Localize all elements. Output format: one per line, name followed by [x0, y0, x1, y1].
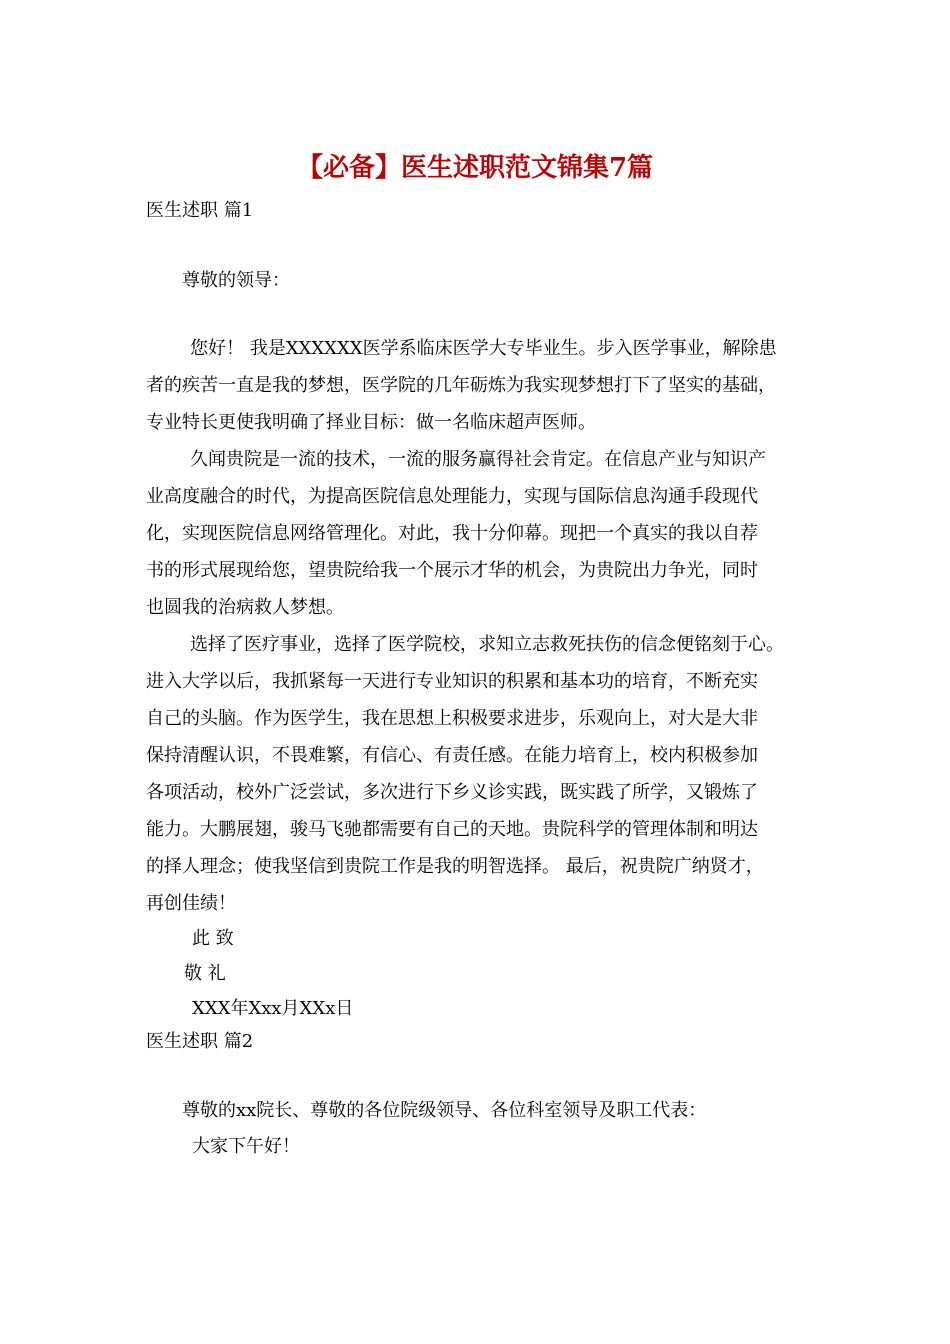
date-line: XXX年Xxx月XXx日	[192, 998, 354, 1019]
paragraph-line: 进入大学以后，我抓紧每一天进行专业知识的积累和基本功的培育，不断充实	[146, 671, 758, 692]
closing-line: 此 致	[192, 928, 234, 949]
paragraph-line: 专业特长更使我明确了择业目标：做一名临床超声医师。	[146, 412, 596, 433]
paragraph-line: 各项活动，校外广泛尝试，多次进行下乡义诊实践，既实践了所学，又锻炼了	[146, 782, 758, 803]
paragraph-line: 自己的头脑。作为医学生，我在思想上积极要求进步，乐观向上，对大是大非	[146, 708, 758, 729]
closing-line: 敬 礼	[184, 963, 226, 984]
paragraph-line: 能力。大鹏展翅，骏马飞驰都需要有自己的天地。贵院科学的管理体制和明达	[146, 819, 758, 840]
paragraph-line: 再创佳绩！	[146, 893, 236, 914]
paragraph-line: 保持清醒认识，不畏难繁，有信心、有责任感。在能力培育上，校内积极参加	[146, 745, 758, 766]
paragraph-line: 久闻贵院是一流的技术，一流的服务赢得社会肯定。在信息产业与知识产	[190, 449, 766, 470]
section-heading-1: 医生述职 篇1	[146, 200, 254, 221]
greeting-1: 尊敬的领导：	[182, 270, 290, 291]
hello-line: 大家下午好！	[192, 1136, 300, 1157]
paragraph-line: 业高度融合的时代，为提高医院信息处理能力，实现与国际信息沟通手段现代	[146, 486, 758, 507]
paragraph-line: 书的形式展现给您，望贵院给我一个展示才华的机会，为贵院出力争光，同时	[146, 560, 758, 581]
paragraph-line: 化，实现医院信息网络管理化。对此，我十分仰幕。现把一个真实的我以自荐	[146, 523, 758, 544]
section-heading-2: 医生述职 篇2	[146, 1031, 254, 1052]
paragraph-line: 者的疾苦一直是我的梦想，医学院的几年砺炼为我实现梦想打下了坚实的基础，	[146, 375, 776, 396]
paragraph-line: 的择人理念；使我坚信到贵院工作是我的明智选择。 最后，祝贵院广纳贤才，	[146, 856, 764, 877]
paragraph-line: 选择了医疗事业，选择了医学院校，求知立志救死扶伤的信念便铭刻于心。	[190, 634, 784, 655]
paragraph-line: 也圆我的治病救人梦想。	[146, 597, 344, 618]
document-title: 【必备】医生述职范文锦集7篇	[296, 153, 654, 183]
greeting-2: 尊敬的xx院长、尊敬的各位院级领导、各位科室领导及职工代表：	[182, 1100, 707, 1121]
paragraph-line: 您好！ 我是XXXXXX医学系临床医学大专毕业生。步入医学事业，解除患	[190, 338, 777, 359]
